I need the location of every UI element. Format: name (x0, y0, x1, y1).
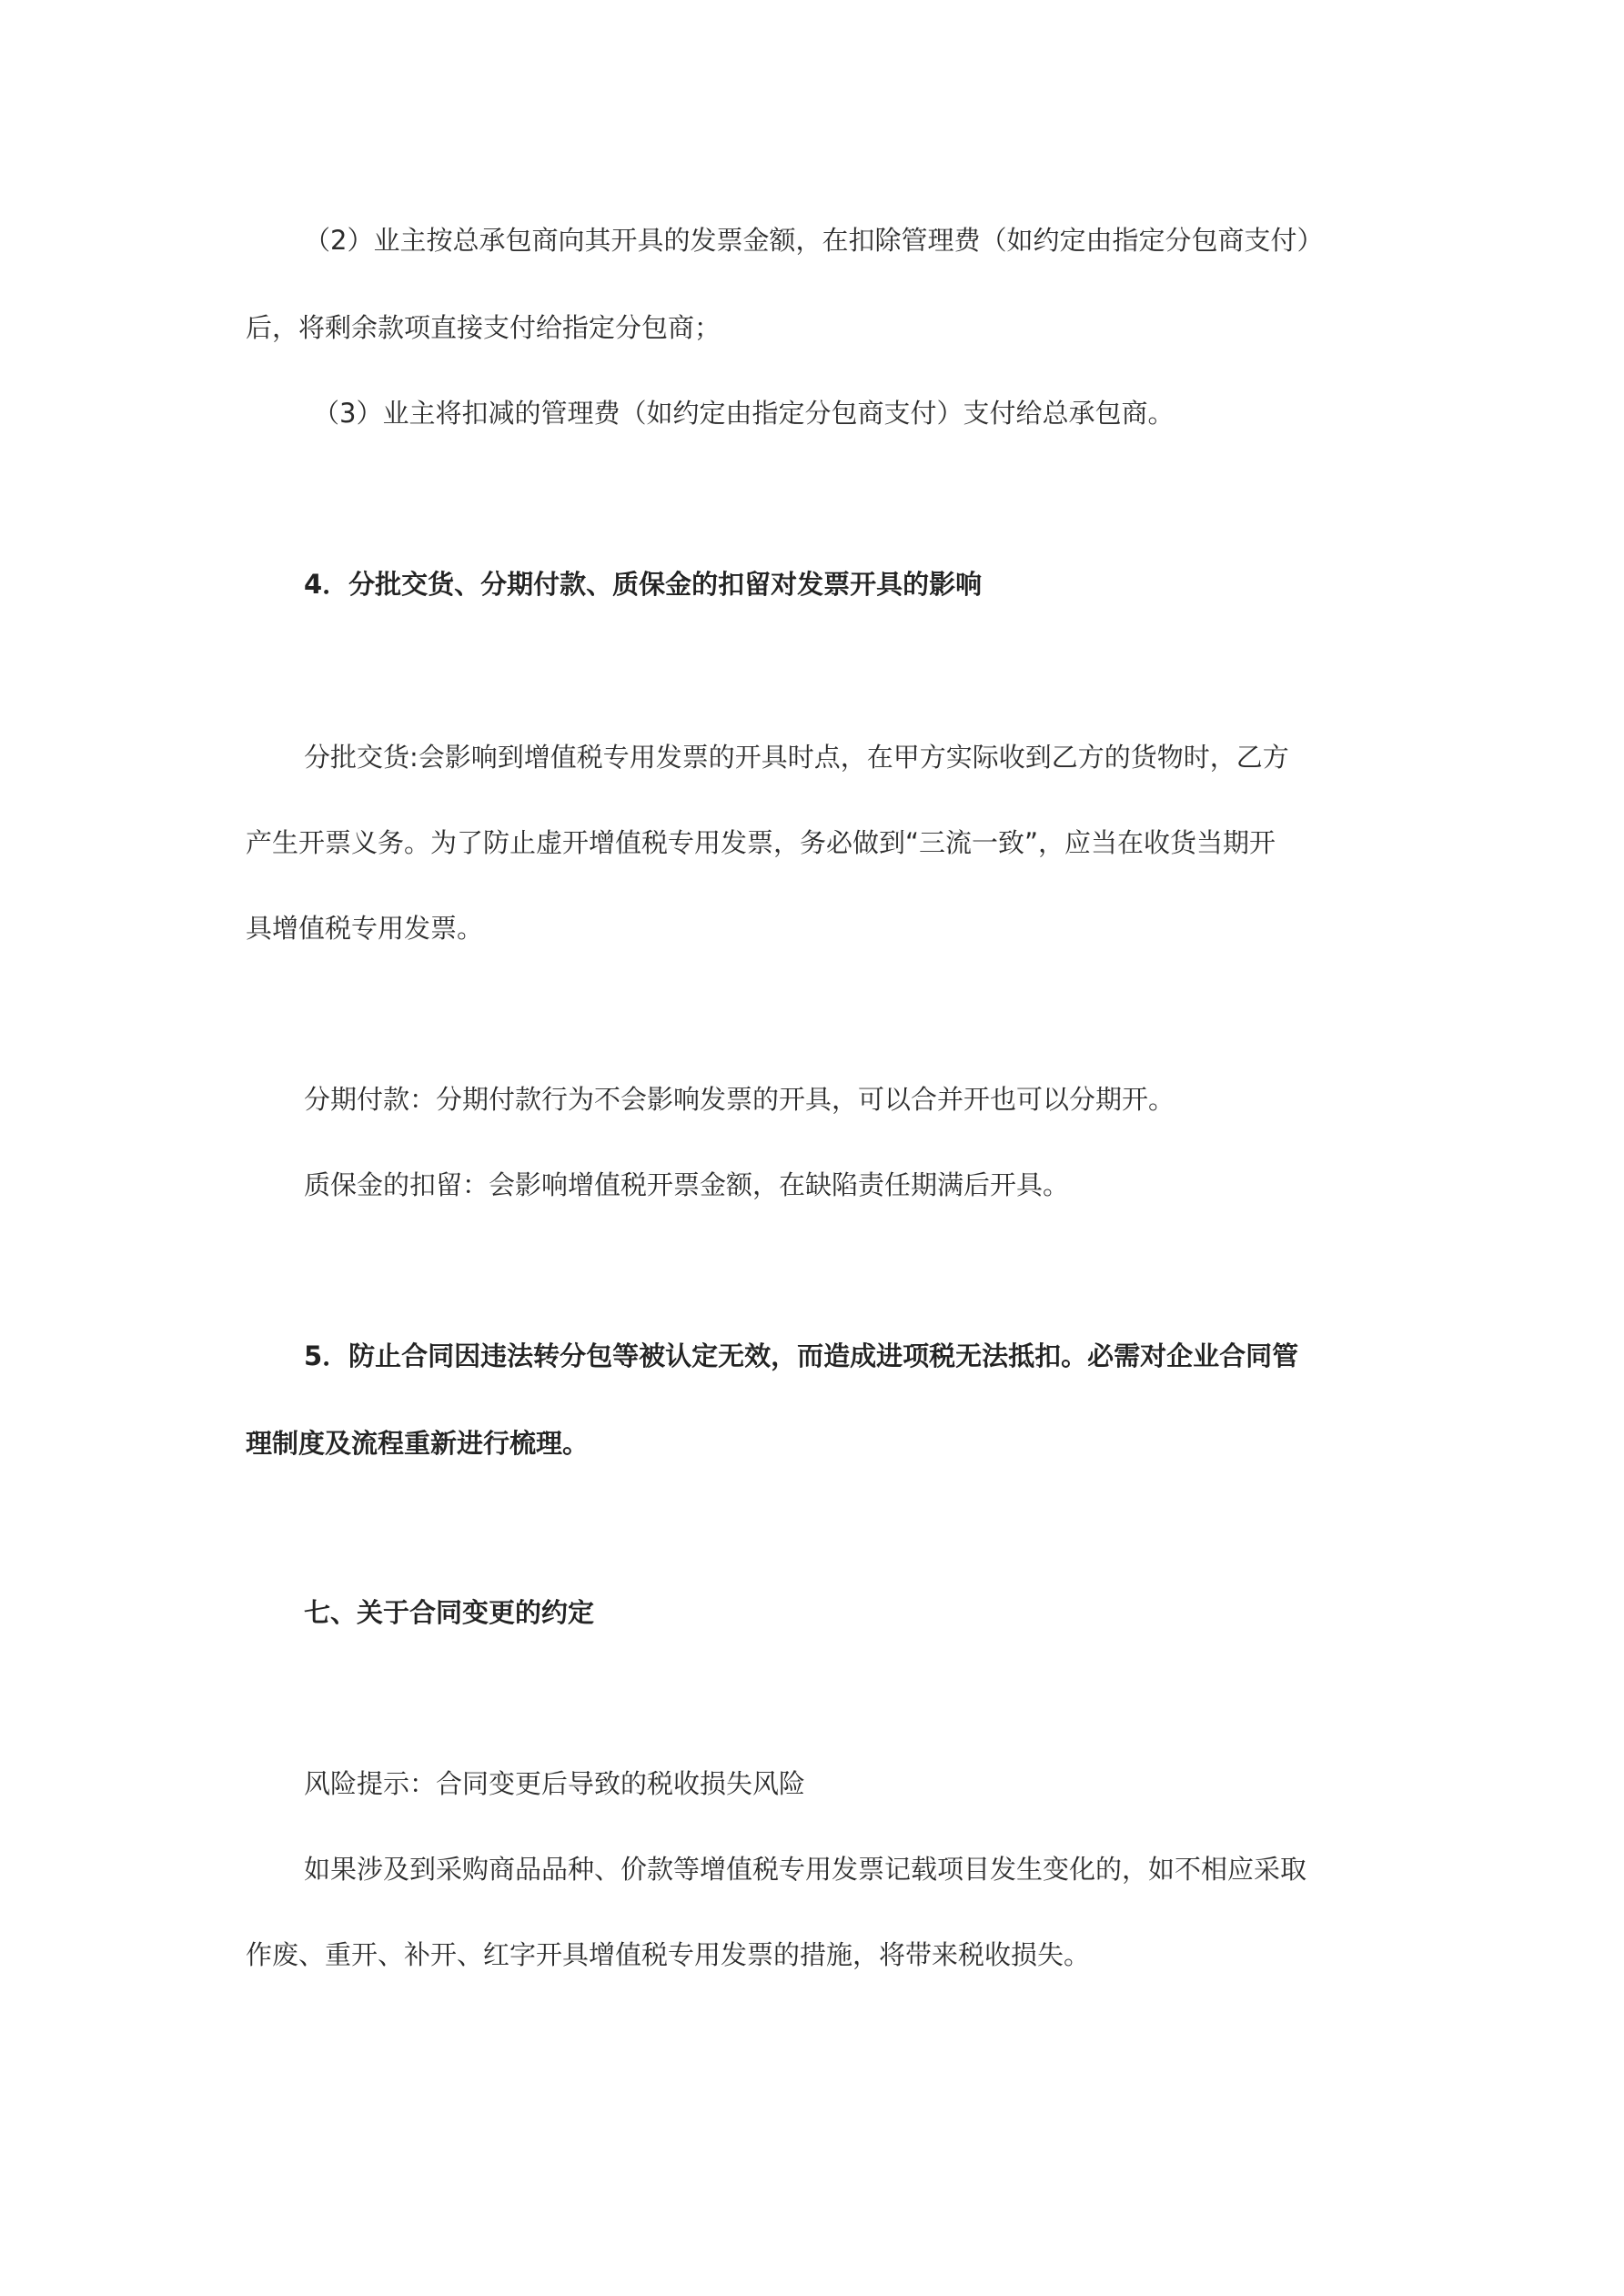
paragraph-line: 质保金的扣留：会影响增值税开票金额，在缺陷责任期满后开具。 (304, 1169, 1070, 1200)
paragraph-line: 分期付款：分期付款行为不会影响发票的开具，可以合并开也可以分期开。 (304, 1084, 1175, 1115)
paragraph-line: （3）业主将扣减的管理费（如约定由指定分包商支付）支付给总承包商。 (313, 398, 1175, 429)
section-heading: 4．分批交货、分期付款、质保金的扣留对发票开具的影响 (304, 569, 983, 600)
paragraph-line: 如果涉及到采购商品品种、价款等增值税专用发票记载项目发生变化的，如不相应采取 (304, 1854, 1307, 1885)
paragraph-line: 分批交货:会影响到增值税专用发票的开具时点，在甲方实际收到乙方的货物时，乙方 (304, 742, 1289, 773)
section-heading: 5．防止合同因违法转分包等被认定无效，而造成进项税无法抵扣。必需对企业合同管 (304, 1340, 1299, 1371)
paragraph-line: 具增值税专用发票。 (246, 913, 484, 944)
paragraph-line: 产生开票义务。为了防止虚开增值税专用发票，务必做到“三流一致”，应当在收货当期开 (246, 827, 1276, 858)
paragraph-line: 后，将剩余款项直接支付给指定分包商； (246, 312, 721, 343)
section-heading: 理制度及流程重新进行梳理。 (246, 1428, 590, 1459)
section-heading: 七、关于合同变更的约定 (304, 1597, 595, 1628)
paragraph-line: （2）业主按总承包商向其开具的发票金额，在扣除管理费（如约定由指定分包商支付） (304, 225, 1324, 256)
paragraph-line: 风险提示：合同变更后导致的税收损失风险 (304, 1768, 806, 1799)
paragraph-line: 作废、重开、补开、红字开具增值税专用发票的措施，将带来税收损失。 (246, 1939, 1091, 1970)
